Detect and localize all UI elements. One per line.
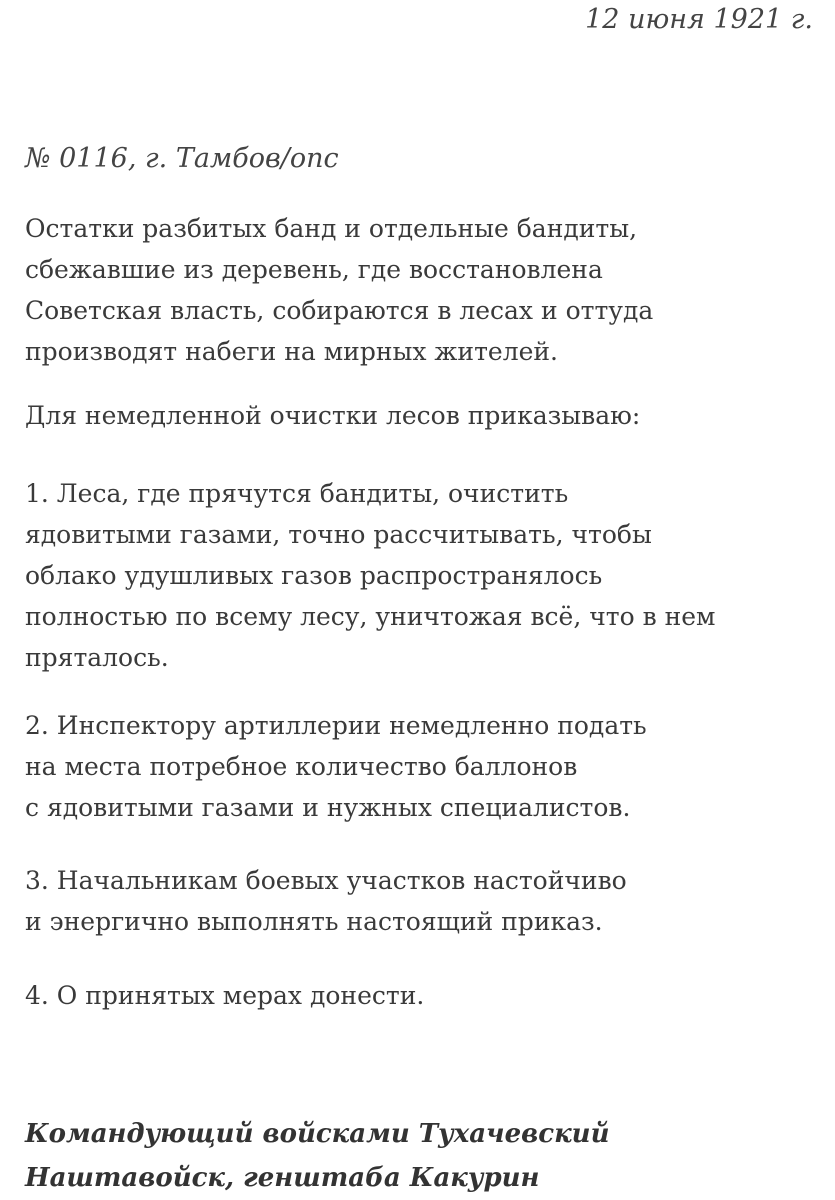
paragraph-line: 2. Инспектору артиллерии немедленно подать bbox=[25, 711, 647, 740]
paragraph-line: на места потребное количество баллонов bbox=[25, 752, 578, 781]
paragraph-line: Остатки разбитых банд и отдельные бандиты, bbox=[25, 214, 638, 243]
paragraph-line: сбежавшие из деревень, где восстановлена bbox=[25, 255, 603, 284]
paragraph-line: Советская власть, собираются в лесах и оттуда bbox=[25, 296, 654, 325]
intro-paragraph bbox=[25, 208, 820, 372]
signature-commander: Командующий войсками Тухачевский bbox=[25, 1119, 610, 1149]
order-item-4 bbox=[25, 975, 820, 1016]
paragraph-line: 3. Начальникам боевых участков настойчиво bbox=[25, 866, 627, 895]
signature-block bbox=[25, 1112, 609, 1200]
signature-chief-of-staff: Наштавойск, генштаба Какурин bbox=[25, 1163, 540, 1193]
paragraph-line: облако удушливых газов распространялось bbox=[25, 561, 603, 590]
paragraph-line: полностью по всему лесу, уничтожая всё, что в нем bbox=[25, 602, 716, 631]
order-item-3 bbox=[25, 860, 820, 942]
order-paragraph bbox=[25, 395, 820, 436]
paragraph-line: с ядовитыми газами и нужных специалистов. bbox=[25, 793, 631, 822]
paragraph-line: Для немедленной очистки лесов приказываю: bbox=[25, 401, 641, 430]
paragraph-line: и энергично выполнять настоящий приказ. bbox=[25, 907, 603, 936]
paragraph-line: производят набеги на мирных жителей. bbox=[25, 337, 559, 366]
document-date: 12 июня 1921 г. bbox=[585, 4, 813, 35]
paragraph-line: пряталось. bbox=[25, 643, 169, 672]
paragraph-line: 4. О принятых мерах донести. bbox=[25, 981, 425, 1010]
order-item-1 bbox=[25, 473, 820, 678]
paragraph-line: ядовитыми газами, точно рассчитывать, чтобы bbox=[25, 520, 652, 549]
paragraph-line: 1. Леса, где прячутся бандиты, очистить bbox=[25, 479, 569, 508]
order-item-2 bbox=[25, 705, 820, 828]
order-number: № 0116, г. Тамбов/опс bbox=[25, 143, 339, 174]
